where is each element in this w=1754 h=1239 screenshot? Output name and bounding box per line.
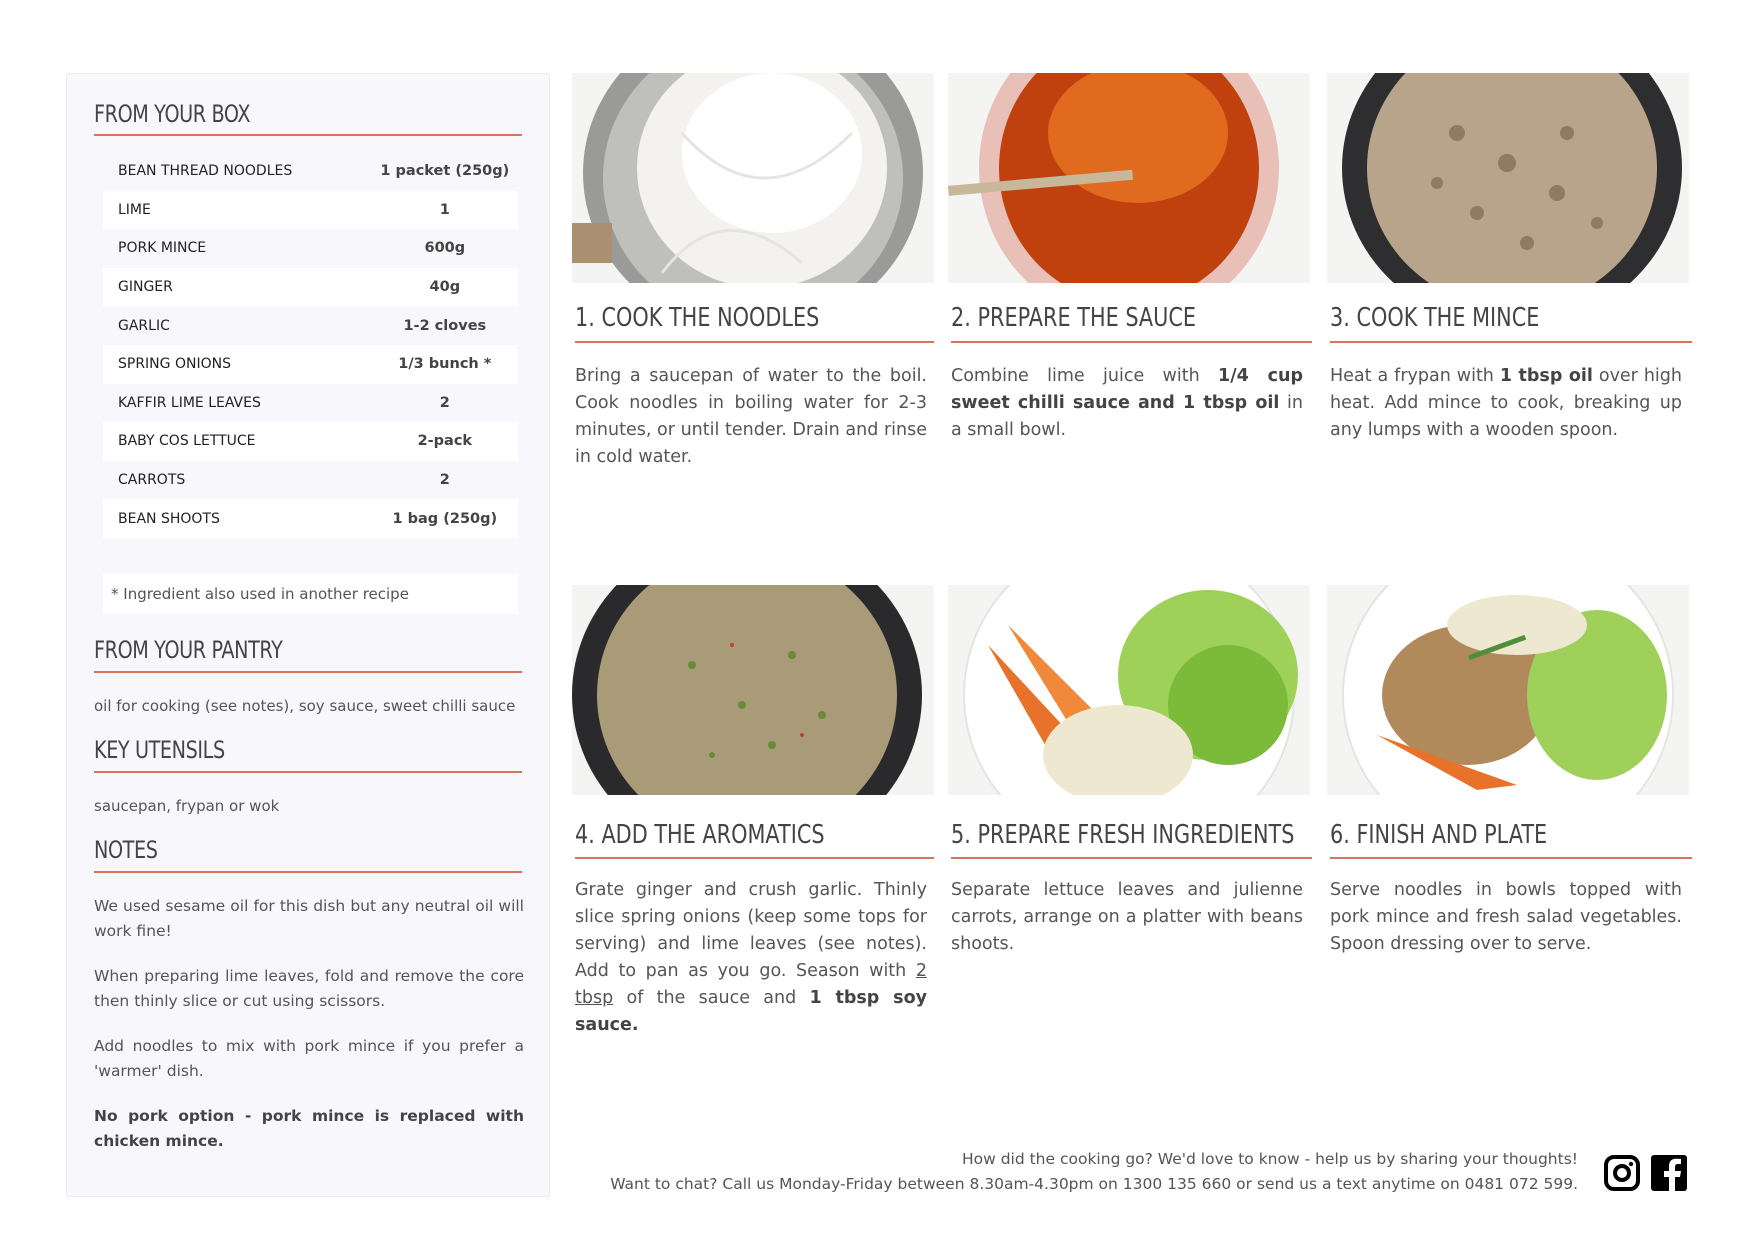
ingredient-qty: 2 (439, 472, 450, 489)
ingredient-row (103, 499, 518, 538)
step-body (951, 363, 1303, 444)
aromatics-frypan-photo (572, 585, 934, 795)
step-text-segment: over high heat. Add mince to cook, breaking up any lumps with a wooden spoon. (1330, 366, 1682, 440)
step-text-segment: 1/4 cup sweet chilli sauce and 1 tbsp oil (951, 366, 1304, 413)
ingredient-name: PORK MINCE (118, 240, 207, 257)
ingredient-name: LIME (118, 201, 151, 218)
heading-divider (94, 671, 522, 673)
step-text-segment: Separate lettuce leaves and julienne carrots, arrange on a platter with beans shoots. (951, 880, 1303, 954)
ingredient-row (103, 191, 518, 230)
ingredient-row (103, 268, 518, 307)
ingredient-row (103, 461, 518, 500)
key-utensils-heading: KEY UTENSILS (94, 736, 225, 764)
facebook-icon[interactable] (1651, 1155, 1687, 1191)
heading-divider (94, 871, 522, 873)
ingredient-name: BEAN SHOOTS (118, 510, 220, 527)
step-divider (1330, 857, 1692, 859)
notes-heading: NOTES (94, 836, 158, 864)
mince-frypan-photo (1327, 73, 1689, 283)
step-divider (575, 857, 934, 859)
ingredient-qty: 1-2 cloves (403, 317, 487, 334)
step-divider (951, 341, 1312, 343)
ingredient-qty: 1 (439, 201, 450, 218)
pantry-text: oil for cooking (see notes), soy sauce, sweet chilli sauce (94, 697, 516, 715)
ingredient-row (103, 152, 518, 191)
ingredients-table (103, 152, 518, 538)
sauce-bowl-photo (948, 73, 1310, 283)
ingredient-name: KAFFIR LIME LEAVES (118, 394, 261, 411)
ingredients-sidebar (66, 73, 550, 1197)
step-text-segment: 1 tbsp soy sauce. (575, 988, 927, 1035)
fresh-ingredients-photo (948, 585, 1310, 795)
step-title: 5. PREPARE FRESH INGREDIENTS (951, 820, 1295, 850)
heading-divider (94, 771, 522, 773)
ingredient-qty: 1/3 bunch * (398, 356, 492, 373)
step-title: 2. PREPARE THE SAUCE (951, 303, 1197, 333)
step-title: 3. COOK THE MINCE (1330, 303, 1540, 333)
step-text-segment: of the sauce and (613, 988, 810, 1008)
ingredient-name: CARROTS (118, 472, 186, 489)
step-title: 1. COOK THE NOODLES (575, 303, 820, 333)
step-text-segment: Serve noodles in bowls topped with pork mince and fresh salad vegetables. Spoon dressing over to serve. (1330, 880, 1682, 954)
ingredient-row (103, 229, 518, 268)
instagram-icon[interactable] (1604, 1155, 1640, 1191)
step-text-segment: 2 tbsp (575, 961, 927, 1008)
ingredient-name: BABY COS LETTUCE (118, 433, 256, 450)
step-divider (951, 857, 1312, 859)
step-text-segment: 1 tbsp oil (1499, 366, 1593, 386)
step-divider (575, 341, 934, 343)
ingredient-name: BEAN THREAD NOODLES (118, 163, 293, 180)
step-body (575, 363, 927, 471)
ingredient-qty: 1 packet (250g) (380, 163, 510, 180)
ingredient-qty: 600g (424, 240, 466, 257)
step-text-segment: in a small bowl. (951, 393, 1303, 440)
ingredient-name: SPRING ONIONS (118, 356, 231, 373)
ingredient-footnote (103, 574, 518, 614)
step-text-segment: Heat a frypan with (1330, 366, 1500, 386)
note-paragraph: Add noodles to mix with pork mince if you prefer a 'warmer' dish. (94, 1037, 524, 1080)
feedback-text: How did the cooking go? We'd love to know - help us by sharing your thoughts! (961, 1150, 1578, 1168)
ingredient-qty: 1 bag (250g) (392, 510, 498, 527)
step-divider (1330, 341, 1692, 343)
ingredient-qty: 2 (439, 394, 450, 411)
ingredient-row (103, 384, 518, 423)
ingredient-qty: 40g (429, 279, 461, 296)
note-paragraph: We used sesame oil for this dish but any neutral oil will work fine! (94, 897, 524, 940)
ingredient-row (103, 422, 518, 461)
from-your-box-heading: FROM YOUR BOX (94, 100, 251, 128)
step-body (951, 877, 1303, 958)
note-paragraph: No pork option - pork mince is replaced with chicken mince. (94, 1107, 524, 1150)
step-text-segment: Grate ginger and crush garlic. Thinly slice spring onions (keep some tops for serving) and lime leaves (see notes). Add to pan as you go. Season with (575, 880, 927, 981)
finished-plate-photo (1327, 585, 1689, 795)
step-title: 4. ADD THE AROMATICS (575, 820, 825, 850)
ingredient-name: GARLIC (118, 317, 170, 334)
heading-divider (94, 134, 522, 136)
ingredient-row (103, 306, 518, 345)
step-text-segment: Bring a saucepan of water to the boil. Cook noodles in boiling water for 2-3 minutes, or until tender. Drain and rinse in cold water. (575, 366, 927, 467)
noodles-colander-photo (572, 73, 934, 283)
note-paragraph: When preparing lime leaves, fold and remove the core then thinly slice or cut using scissors. (94, 967, 524, 1010)
footnote-text: * Ingredient also used in another recipe (111, 585, 409, 603)
contact-text: Want to chat? Call us Monday-Friday between 8.30am-4.30pm on 1300 135 660 or send us a text anytime on 0481 072 599. (610, 1175, 1578, 1193)
step-title: 6. FINISH AND PLATE (1330, 820, 1548, 850)
ingredient-qty: 2-pack (417, 433, 473, 450)
step-body (575, 877, 927, 1039)
step-body (1330, 363, 1682, 444)
step-body (1330, 877, 1682, 958)
ingredient-name: GINGER (118, 279, 173, 296)
utensils-text: saucepan, frypan or wok (94, 797, 280, 815)
ingredient-row (103, 345, 518, 384)
from-your-pantry-heading: FROM YOUR PANTRY (94, 636, 283, 664)
step-text-segment: Combine lime juice with (951, 366, 1219, 386)
